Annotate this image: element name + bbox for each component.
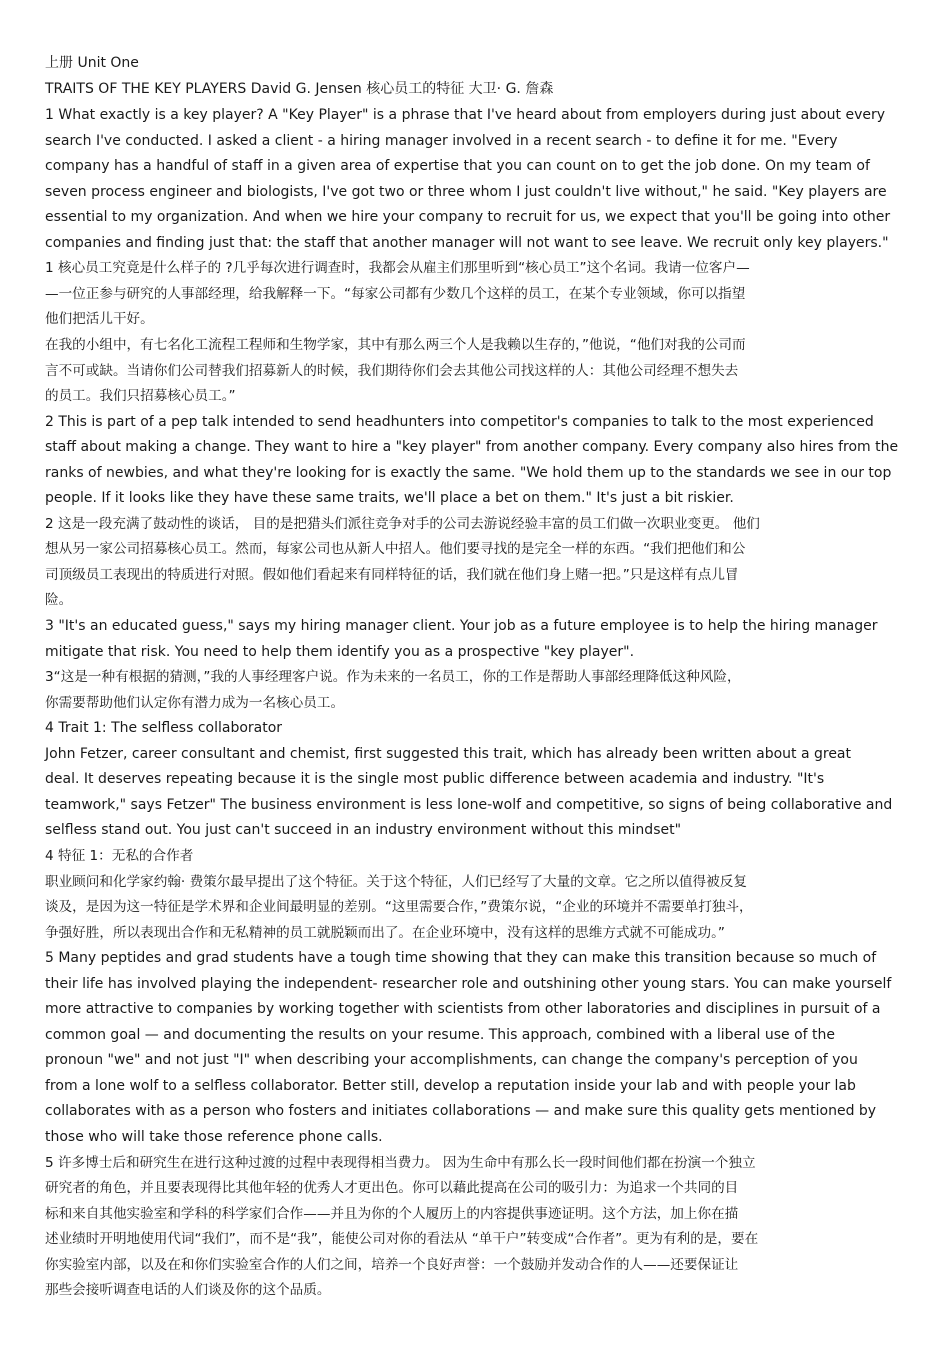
text-line: —一位正参与研究的人事部经理，给我解释一下。“每家公司都有少数几个这样的员工，在某个专业领域，你可以指望 (45, 286, 746, 302)
text-line: 2 这是一段充满了鼓动性的谈话， 目的是把猎头们派往竞争对手的公司去游说经验丰富的员工们做一次职业变更。 他们 (45, 516, 760, 532)
text-line: 5 Many peptides and grad students have a tough time showing that they can make this transition because so much of (45, 950, 877, 966)
text-line: 职业顾问和化学家约翰· 费策尔最早提出了这个特征。关于这个特征，人们已经写了大量的文章。它之所以值得被反复 (45, 874, 747, 890)
text-line: teamwork," says Fetzer" The business environment is less lone-wolf and competitive, so signs of being collaborative and (45, 797, 893, 813)
text-line: search I've conducted. I asked a client - a hiring manager involved in a recent search - to define it for me. "Every (45, 133, 838, 149)
text-line: seven process engineer and biologists, I've got two or three whom I just couldn't live without," he said. "Key players are (45, 184, 887, 200)
text-line: deal. It deserves repeating because it is the single most public difference between academia and industry. "It's (45, 771, 825, 787)
text-line: 你需要帮助他们认定你有潜力成为一名核心员工。 (45, 695, 345, 711)
text-line: company has a handful of staff in a given area of expertise that you can count on to get the job done. On my team of (45, 158, 870, 174)
text-line: 研究者的角色，并且要表现得比其他年轻的优秀人才更出色。你可以藉此提高在公司的吸引力：为追求一个共同的目 (45, 1180, 739, 1196)
text-line: pronoun "we" and not just "I" when describing your accomplishments, can change the company's perception of you (45, 1052, 858, 1068)
text-line: 述业绩时开明地使用代词“我们”，而不是“我”，能使公司对你的看法从 “单干户”转变成“合作者”。更为有利的是，要在 (45, 1231, 759, 1247)
text-line: common goal — and documenting the results on your resume. This approach, combined with a liberal use of the (45, 1027, 836, 1043)
text-line: 的员工。我们只招募核心员工。” (45, 388, 236, 404)
text-line: selfless stand out. You just can't succeed in an industry environment without this mindset" (45, 822, 682, 838)
text-line: 那些会接听调查电话的人们谈及你的这个品质。 (45, 1282, 331, 1298)
article-title: TRAITS OF THE KEY PLAYERS David G. Jensen 核心员工的特征 大卫· G. 詹森 (45, 81, 554, 97)
text-line: from a lone wolf to a selfless collaborator. Better still, develop a reputation inside your lab and with people your lab (45, 1078, 856, 1094)
text-line: mitigate that risk. You need to help them identify you as a prospective "key player". (45, 644, 635, 660)
text-line: 在我的小组中，有七名化工流程工程师和生物学家，其中有那么两三个人是我赖以生存的，”他说，“他们对我的公司而 (45, 337, 746, 353)
text-line: essential to my organization. And when we hire your company to recruit for us, we expect that you'll be going into other (45, 209, 891, 225)
text-line: 4 特征 1：无私的合作者 (45, 848, 194, 864)
text-line: 险。 (45, 592, 73, 608)
text-line: more attractive to companies by working together with scientists from other laboratories and disciplines in pursuit of a (45, 1001, 881, 1017)
text-line: staff about making a change. They want to hire a "key player" from another company. Every company also hires from the (45, 439, 899, 455)
text-line: 4 Trait 1: The selfless collaborator (45, 720, 283, 736)
text-line: 3“这是一种有根据的猜测，”我的人事经理客户说。作为未来的一名员工，你的工作是帮助人事部经理降低这种风险， (45, 669, 741, 685)
text-line: 他们把活儿干好。 (45, 311, 154, 327)
text-line: 标和来自其他实验室和学科的科学家们合作——并且为你的个人履历上的内容提供事迹证明。这个方法，加上你在描 (45, 1206, 739, 1222)
text-line: 谈及，是因为这一特征是学术界和企业间最明显的差别。“这里需要合作，”费策尔说，“企业的环境并不需要单打独斗， (45, 899, 753, 915)
text-line: companies and finding just that: the staff that another manager will not want to see leave. We recruit only key players." (45, 235, 889, 251)
text-line: 争强好胜，所以表现出合作和无私精神的员工就脱颖而出了。在企业环境中，没有这样的思维方式就不可能成功。” (45, 925, 725, 941)
text-line: 言不可或缺。当请你们公司替我们招募新人的时候，我们期待你们会去其他公司找这样的人：其他公司经理不想失去 (45, 363, 739, 379)
text-line: 1 What exactly is a key player? A "Key Player" is a phrase that I've heard about from employers during just about every (45, 107, 886, 123)
text-line: their life has involved playing the independent- researcher role and outshining other young stars. You can make yourself (45, 976, 892, 992)
text-line: John Fetzer, career consultant and chemist, first suggested this trait, which has already been written about a great (45, 746, 852, 762)
text-line: 你实验室内部，以及在和你们实验室合作的人们之间，培养一个良好声誉：一个鼓励并发动合作的人——还要保证让 (45, 1257, 739, 1273)
text-line: ranks of newbies, and what they're looking for is exactly the same. "We hold them up to the standards we see in our top (45, 465, 892, 481)
text-line: 1 核心员工究竟是什么样子的 ?几乎每次进行调查时，我都会从雇主们那里听到“核心员工”这个名词。我请一位客户— (45, 260, 750, 276)
text-line: 3 "It's an educated guess," says my hiring manager client. Your job as a future employee is to help the hiring manager (45, 618, 878, 634)
text-line: people. If it looks like they have these same traits, we'll place a bet on them." It's just a bit riskier. (45, 490, 734, 506)
text-line: 5 许多博士后和研究生在进行这种过渡的过程中表现得相当费力。 因为生命中有那么长一段时间他们都在扮演一个独立 (45, 1155, 756, 1171)
text-line: 司顶级员工表现出的特质进行对照。假如他们看起来有同样特征的话，我们就在他们身上赌一把。”只是这样有点儿冒 (45, 567, 739, 583)
text-line: 想从另一家公司招募核心员工。然而，每家公司也从新人中招人。他们要寻找的是完全一样的东西。“我们把他们和公 (45, 541, 746, 557)
text-line: 2 This is part of a pep talk intended to send headhunters into competitor's companies to talk to the most experienced (45, 414, 874, 430)
unit-heading: 上册 Unit One (45, 55, 139, 71)
text-line: those who will take those reference phone calls. (45, 1129, 383, 1145)
text-line: collaborates with as a person who fosters and initiates collaborations — and make sure this quality gets mentioned by (45, 1103, 877, 1119)
